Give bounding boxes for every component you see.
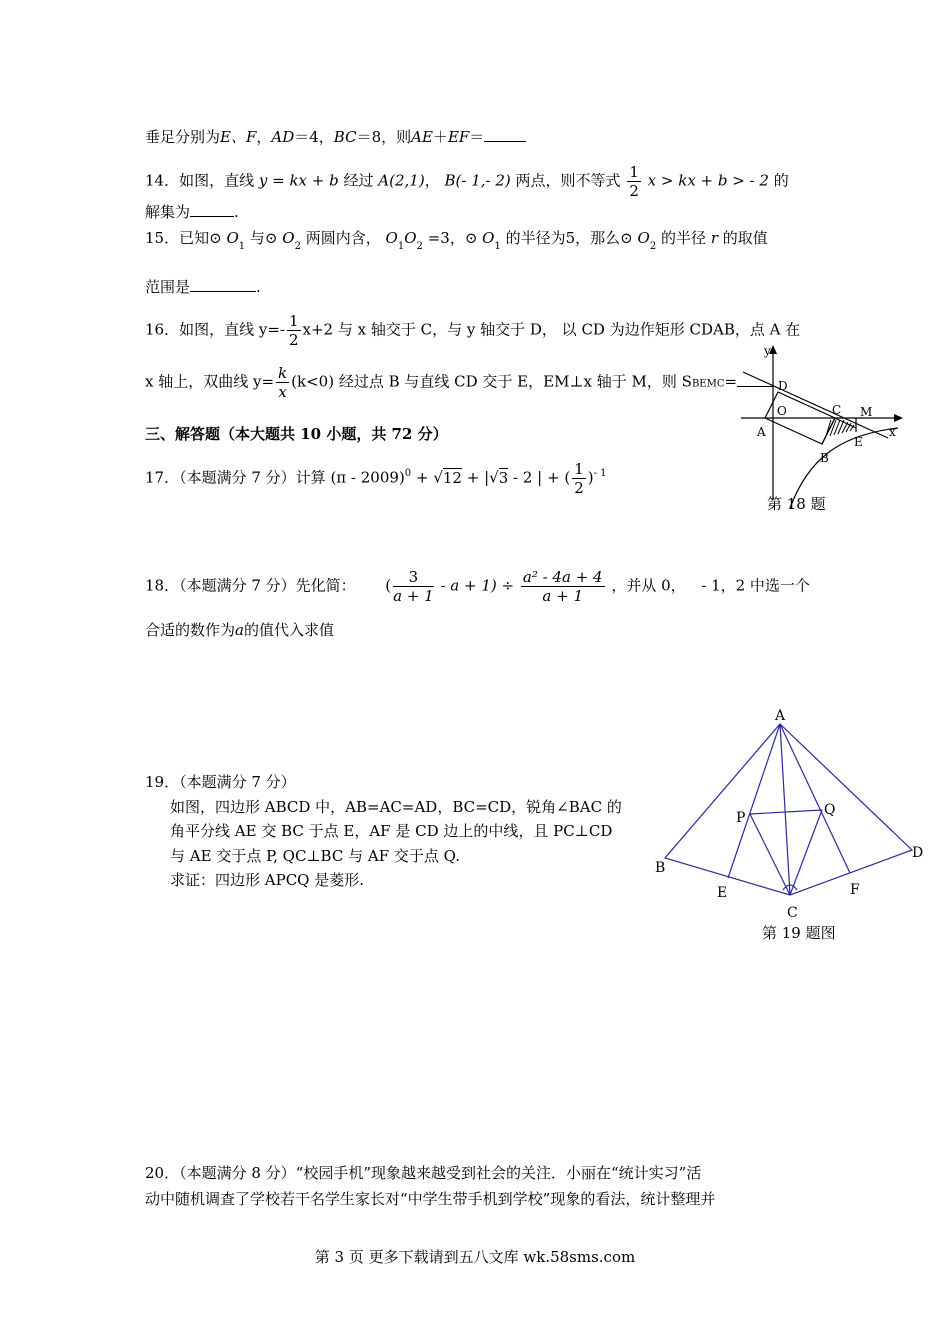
label-x: x [889, 425, 896, 439]
figure-18-caption: 第 18 题 [767, 495, 826, 513]
label-e: E [854, 435, 863, 449]
page-footer: 第 3 页 更多下载请到五八文库 wk.58sms.com [314, 1248, 636, 1266]
section-3-heading: 三、解答题（本大题共 10 小题，共 72 分） [145, 425, 448, 443]
q19-heading: 19．（本题满分 7 分） [145, 773, 296, 791]
q20-line1: 20．（本题满分 8 分）“校园手机”现象越来越受到社会的关注．小丽在“统计实习”活 [145, 1164, 702, 1182]
fraction-3-over-a-plus-1: $\frac{3}{a + 1}$ [393, 568, 434, 605]
label-p: P [736, 810, 746, 826]
fraction-a2-minus-4a-plus-4: $\frac{\text{a² - 4a + 4}}{a + 1}$ [522, 568, 603, 605]
label-f: F [850, 882, 860, 898]
q19-line1: 如图，四边形 ABCD 中，AB=AC=AD，BC=CD，锐角∠BAC 的 [170, 798, 622, 816]
label-d: D [912, 845, 924, 861]
label-m: M [860, 405, 873, 419]
q20-line2: 动中随机调查了学校若干名学生家长对“中学生带手机到学校”现象的看法，统计整理并 [145, 1190, 716, 1208]
answer-blank [484, 127, 526, 142]
label-o: O [777, 404, 787, 418]
q18-line1: 18．（本题满分 7 分）先化简： ( $\frac{3}{a + 1}$ - a + 1) ÷ $\frac{\text{a² - 4a + 4}}{a + 1}$ ，并从 0， - 1，2 中选一个 [145, 568, 810, 605]
q19-line3: 与 AE 交于点 P, QC⊥BC 与 AF 交于点 Q. [170, 847, 460, 865]
q14-line2: 解集为 . [145, 203, 239, 221]
answer-blank [190, 277, 256, 292]
q18-line2: 合适的数作为a的值代入求值 [145, 621, 334, 639]
segment-af [780, 724, 850, 873]
q16-line1: 16．如图，直线 y=- $\frac{1}{2}$ x+2 与 x 轴交于 C，与 y 轴交于 D， 以 CD 为边作矩形 CDAB，点 A 在 [145, 312, 801, 349]
figure-19-caption: 第 19 题图 [762, 924, 836, 942]
label-c: C [832, 403, 842, 417]
q15-line1: 15．已知⊙ $O_1$ 与⊙ $O_2$ 两圆内含， $O_1O_2 =3$，⊙ $O_1$ 的半径为5，那么⊙ $O_2$ 的半径 r 的取值 [145, 229, 768, 252]
label-c: C [787, 905, 798, 920]
label-e: E [717, 885, 728, 901]
fraction-k-over-x: $\frac{k}{x}$ [278, 364, 288, 401]
label-b: B [820, 451, 829, 465]
segment-qc [790, 810, 822, 895]
label-b: B [655, 860, 666, 876]
q14-line1: 14．如图，直线 y = kx + b 经过 A(2,1)， B(- 1,- 2) 两点，则不等式 $\frac{1}{2}$ x > kx + b > - 2 的 [145, 163, 789, 200]
label-y: y [764, 344, 771, 358]
figure-19-diagram [650, 700, 940, 920]
fraction-one-half: $\frac{1}{2}$ [288, 312, 299, 349]
label-a: A [757, 425, 766, 439]
segment-ae [728, 724, 780, 878]
x-axis-arrow [894, 414, 903, 422]
label-d: D [778, 379, 788, 393]
fraction-one-half: $\frac{1}{2}$ [574, 460, 584, 497]
q19-line2: 角平分线 AE 交 BC 于点 E，AF 是 CD 边上的中线，且 PC⊥CD [170, 822, 613, 840]
label-q: Q [824, 802, 836, 818]
figure-18-diagram [738, 340, 908, 515]
segment-pc [750, 814, 790, 895]
q16-line2: x 轴上，双曲线 y= $\frac{k}{x}$ (k<0) 经过点 B 与直线 CD 交于 E，EM⊥x 轴于 M，则 SBEMC= [145, 364, 773, 401]
segment-pq [750, 810, 822, 814]
q19-line4: 求证：四边形 APCQ 是菱形. [170, 871, 365, 889]
label-a: A [775, 708, 786, 724]
q17-line: 17．（本题满分 7 分）计算 (π - 2009)$^0$ + √12 + |√3 - 2 | + ( $\frac{1}{2}$ )$^{- 1}$ [145, 460, 607, 497]
q13-continuation: 垂足分别为E、F，AD＝4，BC＝8，则AE＋EF＝ [145, 127, 526, 147]
segment-ac [780, 724, 790, 895]
q15-line2: 范围是 . [145, 278, 261, 296]
answer-blank [190, 202, 234, 217]
fraction-one-half: $\frac{1}{2}$ [629, 163, 639, 200]
